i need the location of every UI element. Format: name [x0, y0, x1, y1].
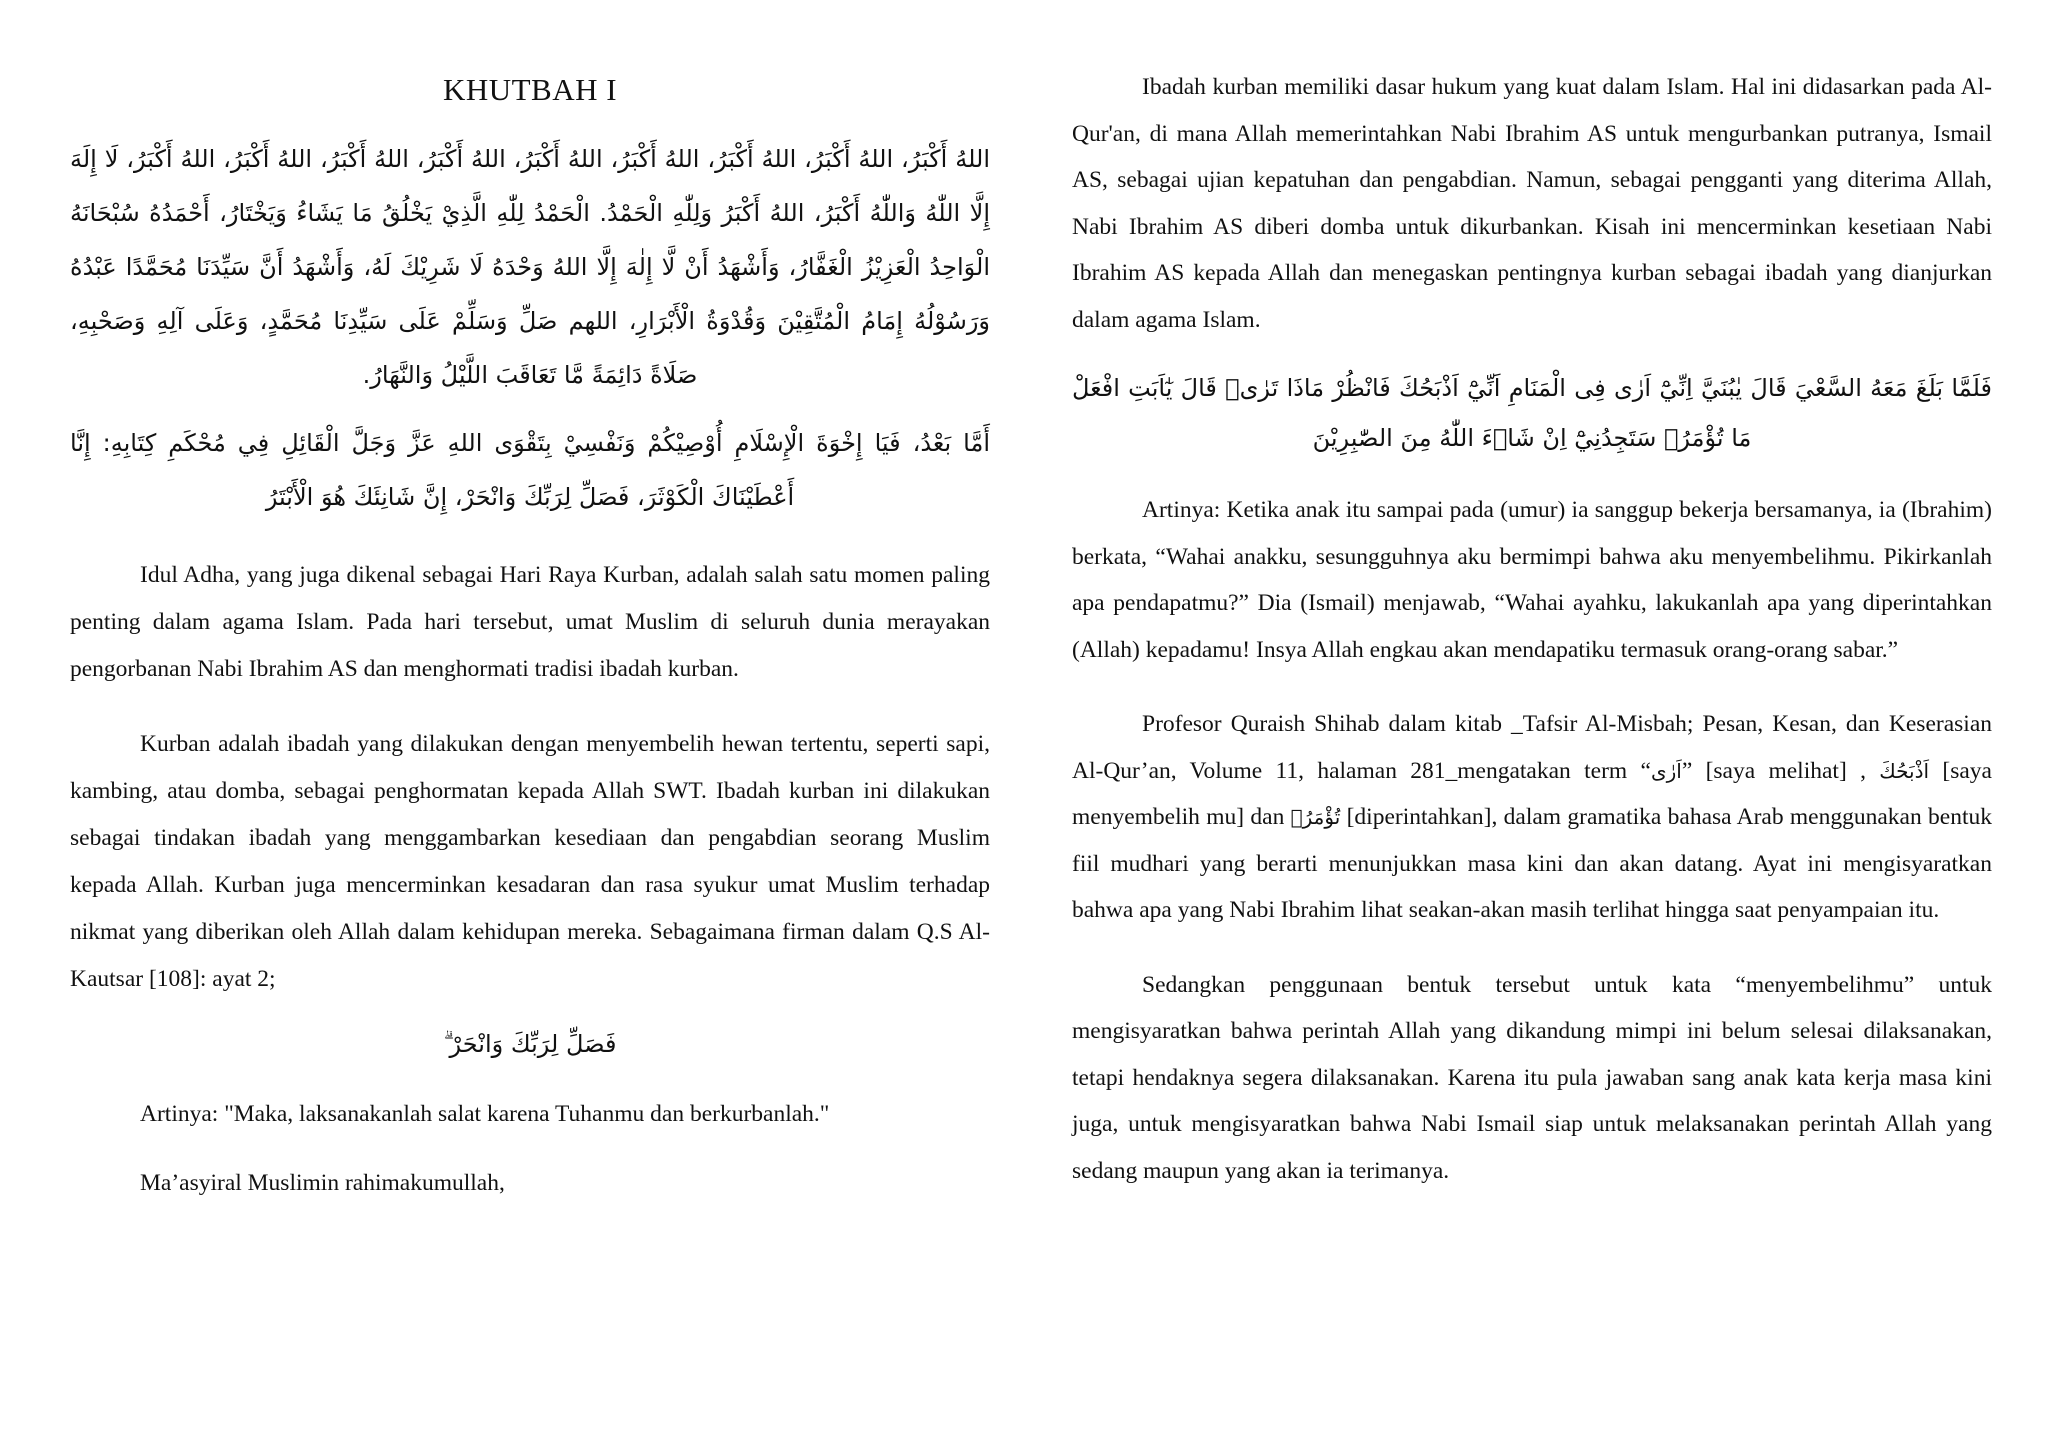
paragraph-tafsir: [1072, 701, 1992, 934]
paragraph-idul-adha: Idul Adha, yang juga dikenal sebagai Hari Raya Kurban, adalah salah satu momen paling penting dalam agama Islam. Pada hari tersebut, umat Muslim di seluruh dunia merayakan pengorbanan Nabi Ibrahim AS dan menghormati tradisi ibadah kurban.: [70, 562, 990, 682]
arabic-opening-paragraph: اللهُ أَكْبَرُ، اللهُ أَكْبَرُ، اللهُ أَكْبَرُ، اللهُ أَكْبَرُ، اللهُ أَكْبَرُ، اللهُ أَكْبَرُ، اللهُ أَكْبَرُ، اللهُ أَكْبَرُ، اللهُ أَكْبَرُ، لَا إِلَهَ إِلَّا اللّٰهُ وَاللّٰهُ أَكْبَرُ، اللهُ أَكْبَرُ وَلِلّٰهِ الْحَمْدُ. الْحَمْدُ لِلّٰهِ الَّذِيْ يَخْلُقُ مَا يَشَاءُ وَيَخْتَارُ، أَحْمَدُهُ سُبْحَانَهُ الْوَاحِدُ الْعَزِيْزُ الْغَفَّارُ، وَأَشْهَدُ أَنْ لَّا إِلٰهَ إِلَّا اللهُ وَحْدَهُ لَا شَرِيْكَ لَهُ، وَأَشْهَدُ أَنَّ سَيِّدَنَا مُحَمَّدًا عَبْدُهُ وَرَسُوْلُهُ إِمَامُ الْمُتَّقِيْنَ وَقُدْوَةُ الْأَبْرَارِ، اللهم صَلِّ وَسَلِّمْ عَلَى سَيِّدِنَا مُحَمَّدٍ، وَعَلَى آلِهِ وَصَحْبِهِ، صَلَاةً دَائِمَةً مَّا تَعَاقَبَ اللَّيْلُ وَالنَّهَارُ.: [70, 145, 990, 389]
tafsir-arabic-term-adzbahuka: اَذْبَحُكَ: [1879, 758, 1930, 783]
tafsir-text-4: [diperintahkan], dalam gramatika bahasa Arab menggunakan bentuk fiil mudhari yang berarti menunjukkan masa kini dan akan datang. Ayat ini mengisyaratkan bahwa apa yang Nabi Ibrahim lihat seakan-akan masih terlihat hingga saat penyampaian itu.: [1072, 804, 1992, 923]
translation-kautsar: Artinya: "Maka, laksanakanlah salat karena Tuhanmu dan berkurbanlah.": [140, 1101, 830, 1127]
left-page: [70, 0, 990, 1207]
tafsir-text-2: ” [saya melihat] ,: [1681, 757, 1880, 784]
right-page: [1072, 0, 1992, 1194]
paragraph-kurban: Kurban adalah ibadah yang dilakukan dengan menyembelih hewan tertentu, seperti sapi, kambing, atau domba, sebagai penghormatan kepada Allah SWT. Ibadah kurban ini dilakukan sebagai tindakan ibadah yang menggambarkan kesediaan dan pengabdian seorang Muslim kepada Allah. Kurban juga mencerminkan kesadaran dan rasa syukur umat Muslim terhadap nikmat yang diberikan oleh Allah dalam kehidupan mereka. Sebagaimana firman dalam Q.S Al-Kautsar [108]: ayat 2;: [70, 731, 990, 992]
tafsir-arabic-term-tumar: تُؤْمَرُۖ: [1290, 805, 1341, 829]
paragraph-dasar-hukum: Ibadah kurban memiliki dasar hukum yang kuat dalam Islam. Hal ini didasarkan pada Al-Qur'an, di mana Allah memerintahkan Nabi Ibrahim AS untuk mengurbankan putranya, Ismail AS, sebagai ujian kepatuhan dan pengabdian. Namun, sebagai pengganti yang diterima Allah, Nabi Ibrahim AS diberi domba untuk dikurbankan. Kisah ini mencerminkan kesetiaan Nabi Ibrahim AS kepada Allah dan menegaskan pentingnya kurban sebagai ibadah yang dianjurkan dalam agama Islam.: [1072, 74, 1992, 333]
page-title: KHUTBAH I: [442, 72, 618, 107]
tafsir-text-1: Profesor Quraish Shihab dalam kitab _Tafsir Al-Misbah; Pesan, Kesan, dan Keserasian Al-Qur’an, Volume 11, halaman 281_mengatakan term “: [1072, 711, 1992, 784]
paragraph-sedangkan: Sedangkan penggunaan bentuk tersebut untuk kata “menyembelihmu” untuk mengisyaratkan bahwa perintah Allah yang dikandung mimpi ini belum selesai dilaksanakan, tetapi hendaknya segera dilaksanakan. Karena itu pula jawaban sang anak kata kerja masa kini juga, untuk mengisyaratkan bahwa Nabi Ismail siap untuk melaksanakan perintah Allah yang sedang maupun yang akan ia terimanya.: [1072, 971, 1992, 1184]
tafsir-text-3: [saya menyembelih mu] dan: [1072, 757, 1992, 830]
arabic-ayat-assaffat: فَلَمَّا بَلَغَ مَعَهُ السَّعْيَ قَالَ يٰبُنَيَّ اِنِّيْٓ اَرٰى فِى الْمَنَامِ اَنِّيْٓ اَذْبَحُكَ فَانْظُرْ مَاذَا تَرٰىۗ قَالَ يٰٓاَبَتِ افْعَلْ مَا تُؤْمَرُۖ سَتَجِدُنِيْٓ اِنْ شَاۤءَ اللّٰهُ مِنَ الصّٰبِرِيْنَ: [1072, 374, 1992, 452]
greeting-line: Ma’asyiral Muslimin rahimakumullah,: [140, 1170, 505, 1196]
translation-assaffat: Artinya: Ketika anak itu sampai pada (umur) ia sanggup bekerja bersamanya, ia (Ibrahim) berkata, “Wahai anakku, sesungguhnya aku bermimpi bahwa aku menyembelihmu. Pikirkanlah apa pendapatmu?” Dia (Ismail) menjawab, “Wahai ayahku, lakukanlah apa yang diperintahkan (Allah) kepadamu! Insya Allah engkau akan mendapatiku termasuk orang-orang sabar.”: [1072, 497, 1992, 663]
arabic-amma-badu-paragraph: أَمَّا بَعْدُ، فَيَا إِخْوَةَ الْإِسْلَامِ أُوْصِيْكُمْ وَنَفْسِيْ بِتَقْوَى اللهِ عَزَّ وَجَلَّ الْقَائِلِ فِي مُحْكَمِ كِتَابِهِ: إِنَّا أَعْطَيْنَاكَ الْكَوْثَرَ، فَصَلِّ لِرَبِّكَ وَانْحَرْ، إِنَّ شَانِئَكَ هُوَ الْأَبْتَرُ: [70, 429, 990, 511]
tafsir-arabic-term-ara: اَرٰى: [1650, 758, 1682, 783]
arabic-ayat-kautsar: فَصَلِّ لِرَبِّكَ وَانْحَرْ ۗ: [443, 1030, 617, 1058]
